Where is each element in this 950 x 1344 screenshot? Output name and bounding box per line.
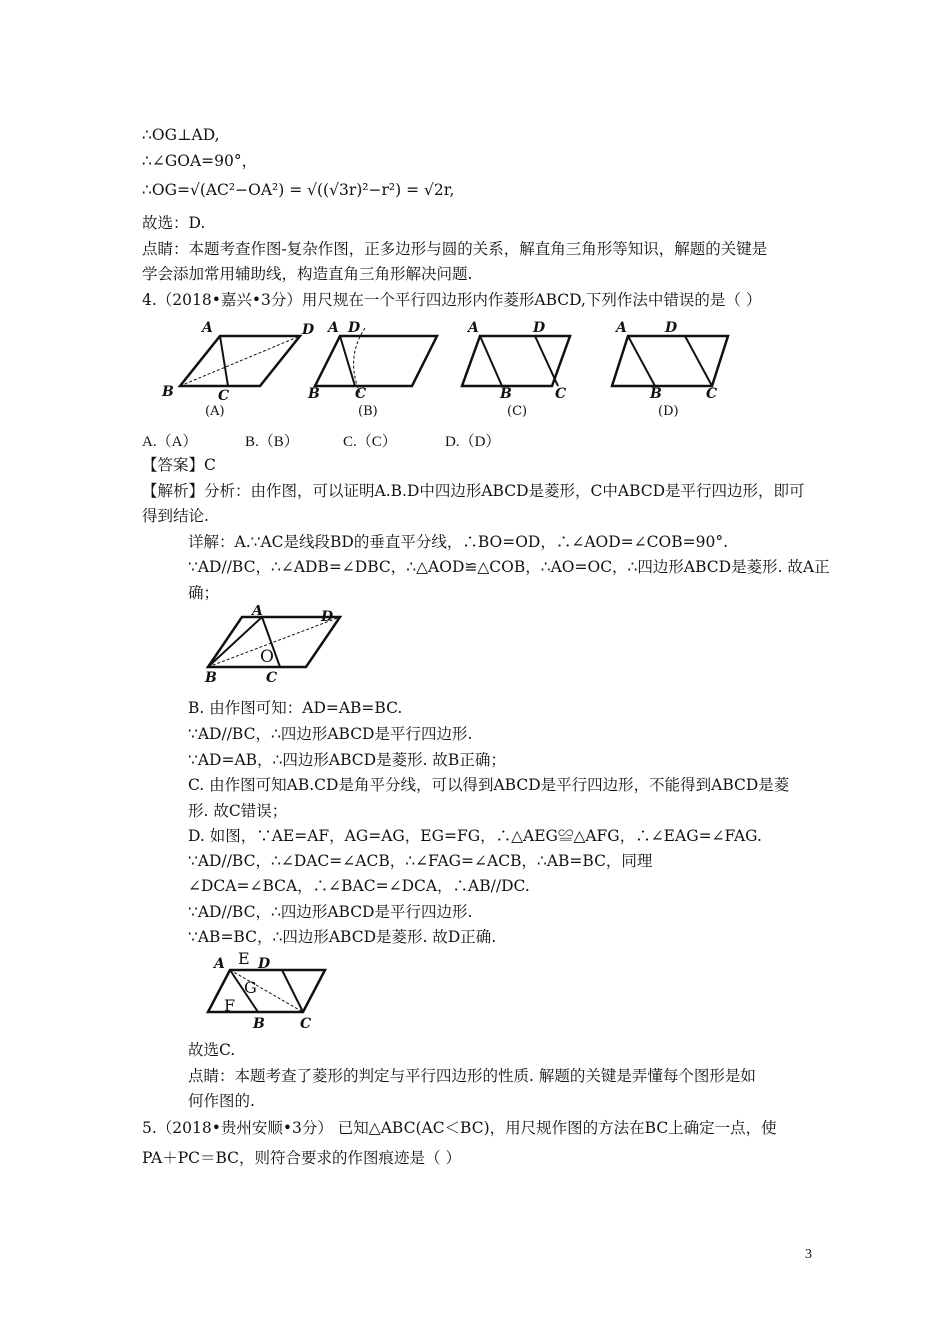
- label-d: D: [258, 956, 271, 972]
- text-line: ∴∠GOA=90°，: [142, 152, 258, 170]
- label-b: B: [650, 386, 662, 402]
- analysis-line: ∵AD//BC，∴∠ADB=∠DBC，∴△AOD≌△COB，∴AO=OC，∴四边形ABCD是菱形. 故A正: [188, 558, 830, 576]
- question-5-cont: PA＋PC＝BC，则符合要求的作图痕迹是（ ）: [142, 1149, 461, 1167]
- label-a: A: [468, 320, 479, 336]
- detail-line: D. 如图，∵AE=AF，AG=AG，EG=FG，∴△AEG≌△AFG，∴∠EAG=∠FAG.: [188, 827, 762, 845]
- label-c: C: [555, 386, 567, 402]
- detail-line: 形. 故C错误；: [188, 802, 288, 820]
- label-c: C: [300, 1016, 312, 1032]
- option-c: C.（C）: [343, 434, 397, 450]
- option-b: B.（B）: [245, 434, 299, 450]
- label-a: A: [252, 605, 263, 619]
- label-d: D: [302, 322, 315, 338]
- detail-line: B. 由作图可知：AD=AB=BC.: [188, 699, 403, 717]
- closing-line: 点睛：本题考查了菱形的判定与平行四边形的性质. 解题的关键是弄懂每个图形是如: [188, 1067, 756, 1085]
- caption-d: (D): [658, 404, 679, 419]
- label-c: C: [706, 386, 718, 402]
- label-b: B: [162, 384, 174, 400]
- q4-figures: [150, 318, 750, 423]
- detail-line: ∵AD=AB，∴四边形ABCD是菱形. 故B正确；: [188, 751, 506, 769]
- figure-o: [200, 605, 350, 690]
- label-a: A: [202, 320, 213, 336]
- label-d: D: [321, 609, 334, 625]
- answer: 【答案】C: [142, 456, 216, 474]
- analysis-line: 【解析】分析：由作图，可以证明A.B.D中四边形ABCD是菱形，C中ABCD是平行四边形，即可: [142, 482, 805, 500]
- question-4: 4.（2018•嘉兴•3分）用尺规在一个平行四边形内作菱形ABCD,下列作法中错误的是（ ）: [142, 291, 762, 309]
- option-a: A.（A）: [142, 434, 198, 450]
- label-b: B: [308, 386, 320, 402]
- option-d: D.（D）: [445, 434, 501, 450]
- analysis-line: 确；: [188, 584, 220, 602]
- label-a: A: [328, 320, 339, 336]
- label-d: D: [348, 320, 361, 336]
- label-c: C: [218, 388, 230, 404]
- label-g: G: [244, 978, 257, 997]
- label-d: D: [533, 320, 546, 336]
- text-line: 点睛：本题考查作图-复杂作图，正多边形与圆的关系，解直角三角形等知识，解题的关键是: [142, 240, 768, 258]
- detail-line: ∵AD//BC，∴∠DAC=∠ACB，∴∠FAG=∠ACB，∴AB=BC，同理: [188, 852, 653, 870]
- analysis-line: 得到结论.: [142, 507, 209, 525]
- text-line: 学会添加常用辅助线，构造直角三角形解决问题.: [142, 265, 473, 283]
- label-b: B: [205, 670, 217, 686]
- label-o: O: [260, 647, 274, 667]
- label-b: B: [253, 1016, 265, 1032]
- question-5: 5.（2018•贵州安顺•3分） 已知△ABC(AC＜BC)，用尺规作图的方法在BC上确定一点，使: [142, 1119, 777, 1137]
- closing-line: 故选C.: [188, 1041, 236, 1059]
- caption-a: (A): [205, 404, 225, 419]
- label-a: A: [214, 956, 225, 972]
- detail-line: ∵AD//BC，∴四边形ABCD是平行四边形.: [188, 903, 473, 921]
- page-number: 3: [805, 1247, 812, 1262]
- detail-line: ∠DCA=∠BCA，∴∠BAC=∠DCA，∴AB//DC.: [188, 877, 530, 895]
- label-a: A: [616, 320, 627, 336]
- label-d: D: [665, 320, 678, 336]
- label-f: F: [224, 996, 236, 1015]
- caption-b: (B): [358, 404, 378, 419]
- detail-line: ∵AD//BC，∴四边形ABCD是平行四边形.: [188, 725, 473, 743]
- label-c: C: [266, 670, 278, 686]
- diagonal-ac: [220, 336, 228, 386]
- detail-line: ∵AB=BC，∴四边形ABCD是菱形. 故D正确.: [188, 928, 497, 946]
- figure-efg: [200, 948, 335, 1034]
- parallelogram-d: [612, 336, 728, 386]
- parallelogram-b: [315, 336, 437, 386]
- closing-line: 何作图的.: [188, 1092, 255, 1110]
- caption-c: (C): [507, 404, 528, 419]
- formula-line: ∴OG=√(AC²−OA²) = √((√3r)²−r²) = √2r,: [142, 181, 455, 199]
- label-b: B: [500, 386, 512, 402]
- detail-line: C. 由作图可知AB.CD是角平分线，可以得到ABCD是平行四边形，不能得到ABCD是菱: [188, 776, 790, 794]
- text-line: ∴OG⊥AD,: [142, 126, 220, 144]
- diagonal-bd: [180, 336, 300, 386]
- label-c: C: [355, 386, 367, 402]
- analysis-line: 详解：A.∵AC是线段BD的垂直平分线，∴BO=OD，∴∠AOD=∠COB=90°.: [188, 533, 728, 551]
- text-line: 故选：D.: [142, 214, 206, 232]
- label-e: E: [238, 949, 250, 968]
